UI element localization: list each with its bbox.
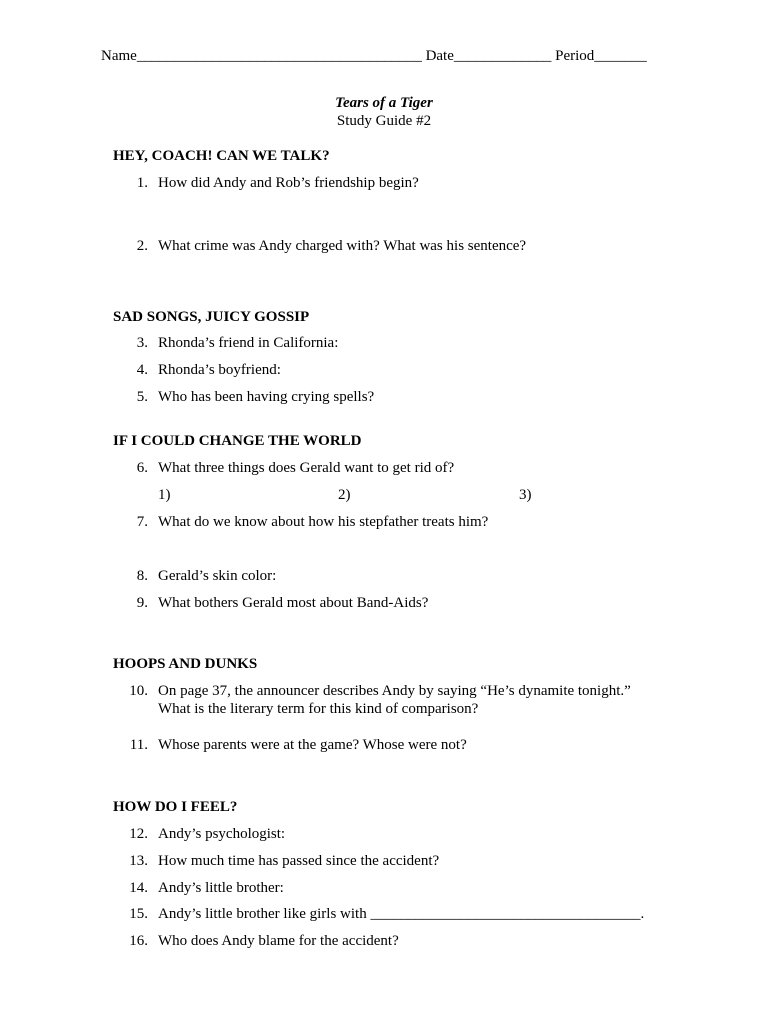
question-text: How did Andy and Rob’s friendship begin?	[158, 175, 419, 191]
section-heading: HEY, COACH! CAN WE TALK?	[113, 148, 330, 164]
answer-slot-label: 1)	[158, 487, 171, 503]
question-text: Andy’s little brother like girls with ____________________________________.	[158, 906, 645, 922]
question-number: 4.	[136, 362, 148, 378]
question-text: Rhonda’s friend in California:	[158, 335, 339, 351]
question-number: 6.	[136, 460, 148, 476]
question-number: 15.	[129, 906, 148, 922]
question-text: Rhonda’s boyfriend:	[158, 362, 281, 378]
question-number: 9.	[136, 595, 148, 611]
question-number: 10.	[129, 683, 148, 699]
question-number: 14.	[129, 880, 148, 896]
name-date-period-line: Name______________________________________ Date_____________ Period_______	[101, 48, 647, 64]
study-guide-subtitle: Study Guide #2	[336, 113, 432, 129]
question-number: 7.	[136, 514, 148, 530]
answer-slot-label: 3)	[519, 487, 532, 503]
question-number: 13.	[129, 853, 148, 869]
question-text: What bothers Gerald most about Band-Aids?	[158, 595, 429, 611]
question-number: 5.	[136, 389, 148, 405]
section-heading: HOW DO I FEEL?	[113, 799, 238, 815]
question-text: Andy’s psychologist:	[158, 826, 286, 842]
question-number: 12.	[129, 826, 148, 842]
question-text: What crime was Andy charged with? What was his sentence?	[158, 238, 527, 254]
question-number: 3.	[136, 335, 148, 351]
question-text: What three things does Gerald want to get rid of?	[158, 460, 455, 476]
question-text: Who does Andy blame for the accident?	[158, 933, 399, 949]
question-text: Whose parents were at the game? Whose were not?	[158, 737, 467, 753]
question-text: What do we know about how his stepfather treats him?	[158, 514, 489, 530]
question-text: Gerald’s skin color:	[158, 568, 277, 584]
question-text: On page 37, the announcer describes Andy by saying “He’s dynamite tonight.” What is the literary term for this kind of comparison?	[158, 683, 631, 717]
question-number: 2.	[136, 238, 148, 254]
question-number: 8.	[136, 568, 148, 584]
section-heading: IF I COULD CHANGE THE WORLD	[113, 433, 362, 449]
question-text: How much time has passed since the accident?	[158, 853, 440, 869]
question-number: 1.	[136, 175, 148, 191]
answer-slot-label: 2)	[338, 487, 351, 503]
question-number: 11.	[129, 737, 148, 753]
question-text: Andy’s little brother:	[158, 880, 284, 896]
question-number: 16.	[129, 933, 148, 949]
book-title: Tears of a Tiger	[335, 95, 433, 111]
question-text: Who has been having crying spells?	[158, 389, 375, 405]
section-heading: SAD SONGS, JUICY GOSSIP	[113, 309, 310, 325]
section-heading: HOOPS AND DUNKS	[113, 656, 258, 672]
